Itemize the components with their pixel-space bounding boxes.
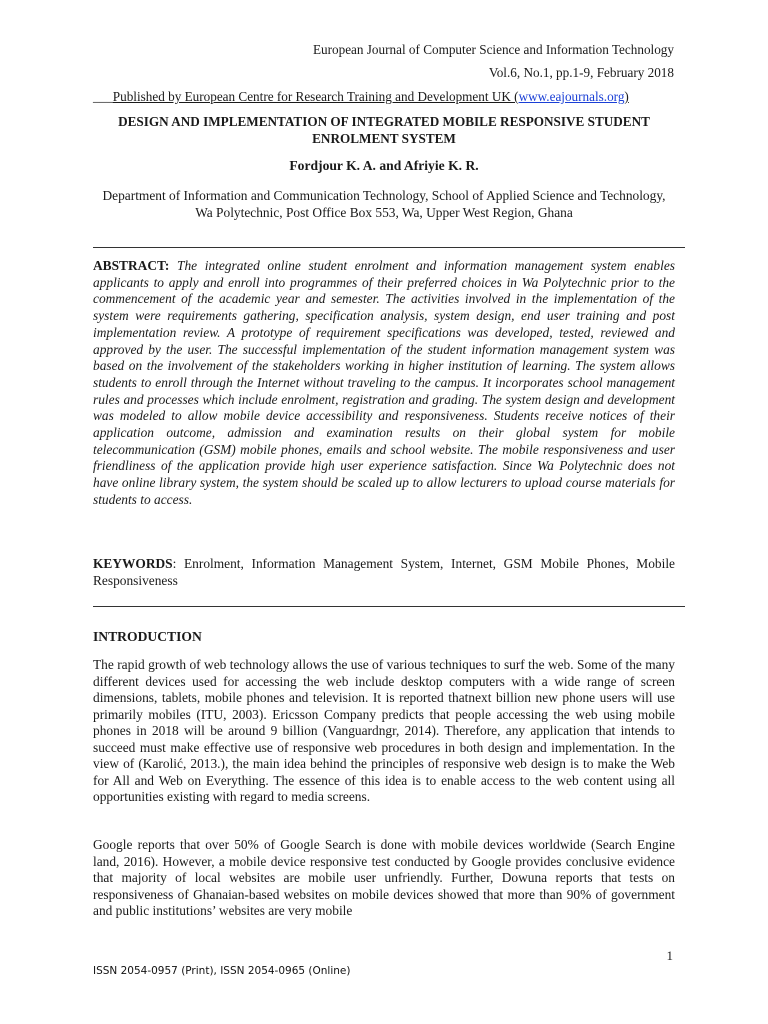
divider-top [93,247,685,248]
keywords-label: KEYWORDS [93,556,173,571]
page-number: 1 [666,948,673,963]
publisher-text: Published by European Centre for Research Training and Development UK ( [112,89,519,104]
paper-title: DESIGN AND IMPLEMENTATION OF INTEGRATED MOBILE RESPONSIVE STUDENT ENROLMENT SYSTEM [118,114,650,146]
publisher-line [93,89,674,105]
abstract-text: The integrated online student enrolment and information management system enables applicants to apply and enroll into programmes of their preferred choices in Wa Polytechnic prior to the commencement of the academic year and semester. The activities involved in the implementation of the system were requirements gathering, specification analysis, system design, end user training and post implementation review. A prototype of requirement specifications was developed, tested, reviewed and approved by the user. The successful implementation of the student information management system was based on the involvement of the stakeholders working in higher institution of learning. The system allows students to enroll through the Internet without traveling to the campus. It incorporates school management rules and processes which include enrolment, registration and grading. The system design and development was modeled to allow mobile device accessibility and responsiveness. Students receive notices of their application outcome, admission and examination results on their global system for mobile telecommunication (GSM) mobile phones, emails and school website. The mobile responsiveness and user friendliness of the application provide high user experience satisfaction. Since Wa Polytechnic does not have online library system, the system should be scaled up to allow lecturers to upload course materials for students to access. [93,258,675,507]
abstract-label: ABSTRACT: [93,258,170,273]
keywords [93,555,675,589]
divider-bottom [93,606,685,607]
publisher-suffix: ) [624,89,629,104]
intro-paragraph-1: The rapid growth of web technology allows the use of various techniques to surf the web. Some of the many different devices used for accessing the web include desktop computers with a wide range of screen dimensions, tablets, mobile phones and television. It is reported thatnext billion new phone users will use primarily mobiles (ITU, 2003). Ericsson Company predicts that people accessing the web using mobile phones in 2018 will be around 9 billion (Vanguardngr, 2014). Therefore, any application that intends to succeed must make effective use of responsive web procedures in both design and implementation. In the view of (Karolić, 2013.), the main idea behind the principles of responsive web design is to make the Web for All and Web on Everything. The essence of this idea is to enable access to the web content using all opportunities existing with regard to media screens. [93,657,675,804]
section-heading-introduction: INTRODUCTION [93,629,202,644]
intro-paragraph-2: Google reports that over 50% of Google Search is done with mobile devices worldwide (Search Engine land, 2016). However, a mobile device responsive test conducted by Google provides conclusive evidence that majority of local websites are mobile user unfriendly. Further, Dowuna reports that tests on responsiveness of Ghanaian-based websites on mobile devices showed that more than 90% of government and public institutions’ websites are very mobile [93,837,675,918]
issn-footer: ISSN 2054-0957 (Print), ISSN 2054-0965 (Online) [93,965,351,977]
keywords-text: : Enrolment, Information Management System, Internet, GSM Mobile Phones, Mobile Responsiveness [93,556,675,588]
affiliation: Department of Information and Communication Technology, School of Applied Science and Technology, Wa Polytechnic, Post Office Box 553, Wa, Upper West Region, Ghana [102,188,666,220]
publisher-prefix: ___ [93,89,113,104]
volume-info: Vol.6, No.1, pp.1-9, February 2018 [488,65,674,80]
journal-name: European Journal of Computer Science and Information Technology [312,42,674,57]
authors: Fordjour K. A. and Afriyie K. R. [289,158,479,173]
publisher-link[interactable]: www.eajournals.org [518,89,625,104]
abstract [93,258,675,509]
